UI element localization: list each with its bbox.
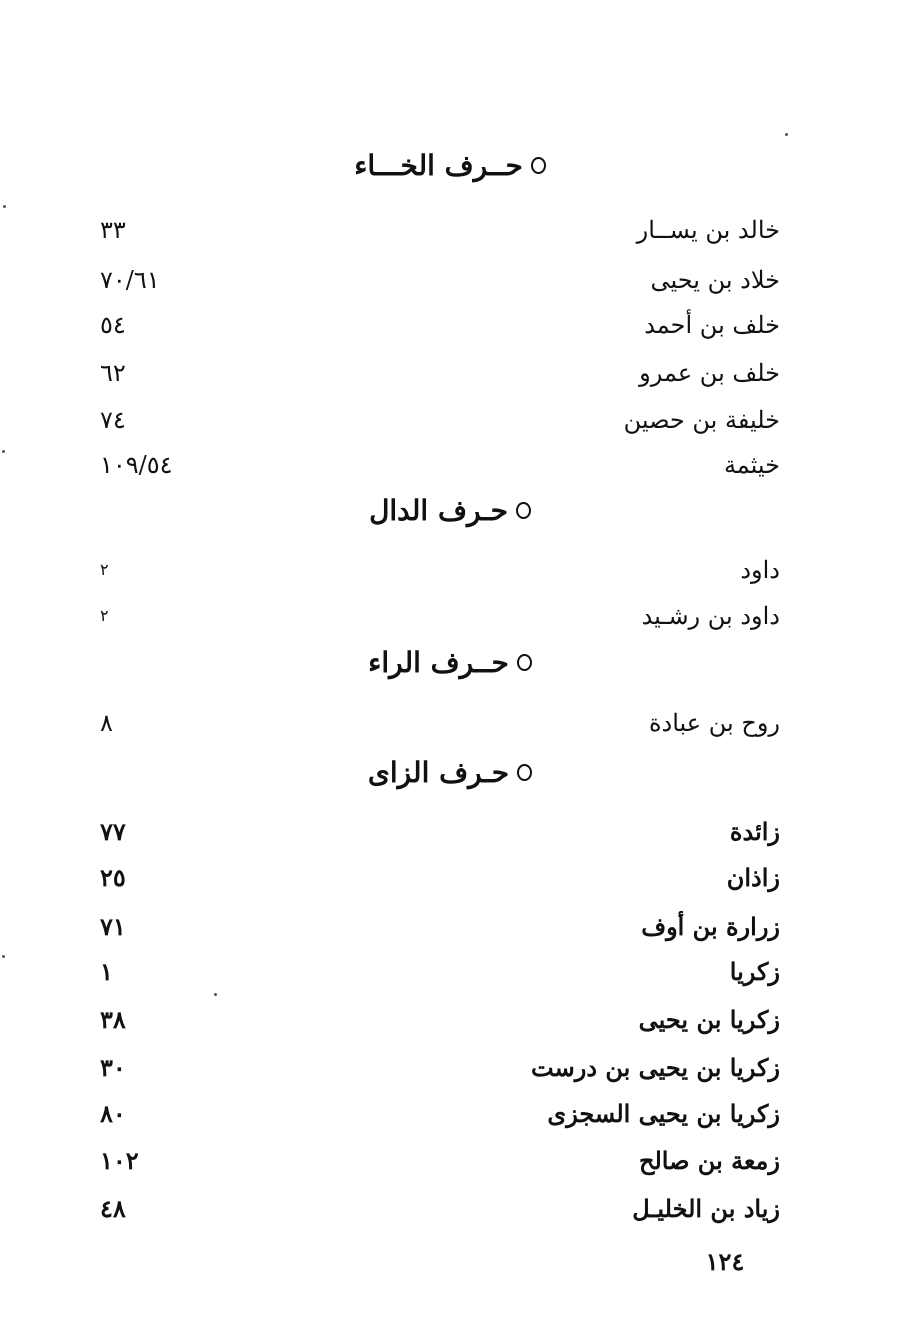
entry-pages: ٥٤ — [100, 311, 126, 339]
scan-speck — [2, 955, 5, 958]
section-title: حـرف الزاى — [367, 755, 510, 789]
page-number: ١٢٤ — [705, 1247, 745, 1276]
index-entry — [100, 1141, 780, 1181]
index-entry — [100, 445, 780, 485]
entry-pages: ٤٨ — [100, 1194, 126, 1223]
index-entry — [100, 1048, 780, 1088]
section-title: حــرف الراء — [368, 645, 509, 679]
circle-bullet-icon — [516, 502, 531, 519]
index-entry — [100, 353, 780, 393]
entry-pages: ١٠٩/٥٤ — [100, 451, 173, 479]
entry-name: زائدة — [729, 817, 780, 846]
index-entry — [100, 400, 780, 440]
index-entry — [100, 596, 780, 636]
entry-pages: ٣٣ — [100, 216, 126, 244]
entry-pages: ٢٥ — [100, 863, 126, 892]
entry-pages: ٧٠/٦١ — [100, 266, 160, 294]
section-heading-ra — [300, 642, 600, 682]
entry-name: روح بن عبادة — [648, 709, 780, 737]
entry-name: زكريا — [729, 957, 780, 986]
entry-pages: ٧٧ — [100, 817, 126, 846]
entry-pages: ٦٢ — [100, 359, 126, 387]
entry-name: داود — [740, 556, 780, 584]
entry-name: زياد بن الخليـل — [632, 1194, 780, 1223]
index-entry — [100, 260, 780, 300]
index-entry — [100, 1189, 780, 1229]
entry-pages: ١ — [100, 957, 113, 986]
entry-name: خلف بن عمرو — [639, 359, 780, 387]
entry-name: خلف بن أحمد — [644, 311, 780, 339]
entry-pages: ٧٤ — [100, 406, 126, 434]
entry-pages: ٨٠ — [100, 1099, 126, 1128]
index-entry — [100, 305, 780, 345]
index-entry — [100, 550, 780, 590]
index-entry — [100, 858, 780, 898]
section-title: حـرف الدال — [369, 493, 508, 527]
scan-speck — [2, 450, 5, 453]
scan-speck — [3, 205, 6, 208]
section-title: حــرف الخـــاء — [354, 148, 523, 182]
entry-pages: ٣٨ — [100, 1005, 126, 1034]
index-entry — [100, 907, 780, 947]
index-entry — [100, 812, 780, 852]
entry-name: خالد بن يســار — [636, 216, 780, 244]
index-entry — [100, 210, 780, 250]
entry-name: زكريا بن يحيى — [638, 1005, 780, 1034]
entry-pages: ٧١ — [100, 912, 126, 941]
circle-bullet-icon — [517, 654, 532, 671]
index-entry — [100, 1094, 780, 1134]
index-entry — [100, 952, 780, 992]
section-heading-kha — [300, 145, 600, 185]
entry-name: زمعة بن صالح — [638, 1146, 780, 1175]
section-heading-zay — [300, 752, 600, 792]
entry-name: زاذان — [726, 863, 780, 892]
entry-pages: ١٠٢ — [100, 1146, 139, 1175]
index-entry — [100, 703, 780, 743]
entry-name: زرارة بن أوف — [641, 912, 780, 941]
circle-bullet-icon — [517, 764, 532, 781]
entry-pages: ٨ — [100, 709, 113, 737]
scan-speck — [214, 993, 217, 996]
entry-name: خلاد بن يحيى — [650, 266, 780, 294]
section-heading-dal — [300, 490, 600, 530]
entry-name: زكريا بن يحيى بن درست — [531, 1053, 780, 1082]
index-entry — [100, 1000, 780, 1040]
entry-pages: ٢ — [100, 560, 109, 579]
entry-name: خليفة بن حصين — [623, 406, 780, 434]
circle-bullet-icon — [531, 157, 546, 174]
scan-speck — [785, 133, 788, 136]
entry-pages: ٢ — [100, 606, 109, 625]
entry-name: زكريا بن يحيى السجزى — [547, 1099, 780, 1128]
entry-name: داود بن رشـيد — [641, 602, 780, 630]
entry-pages: ٣٠ — [100, 1053, 126, 1082]
entry-name: خيثمة — [723, 451, 780, 479]
